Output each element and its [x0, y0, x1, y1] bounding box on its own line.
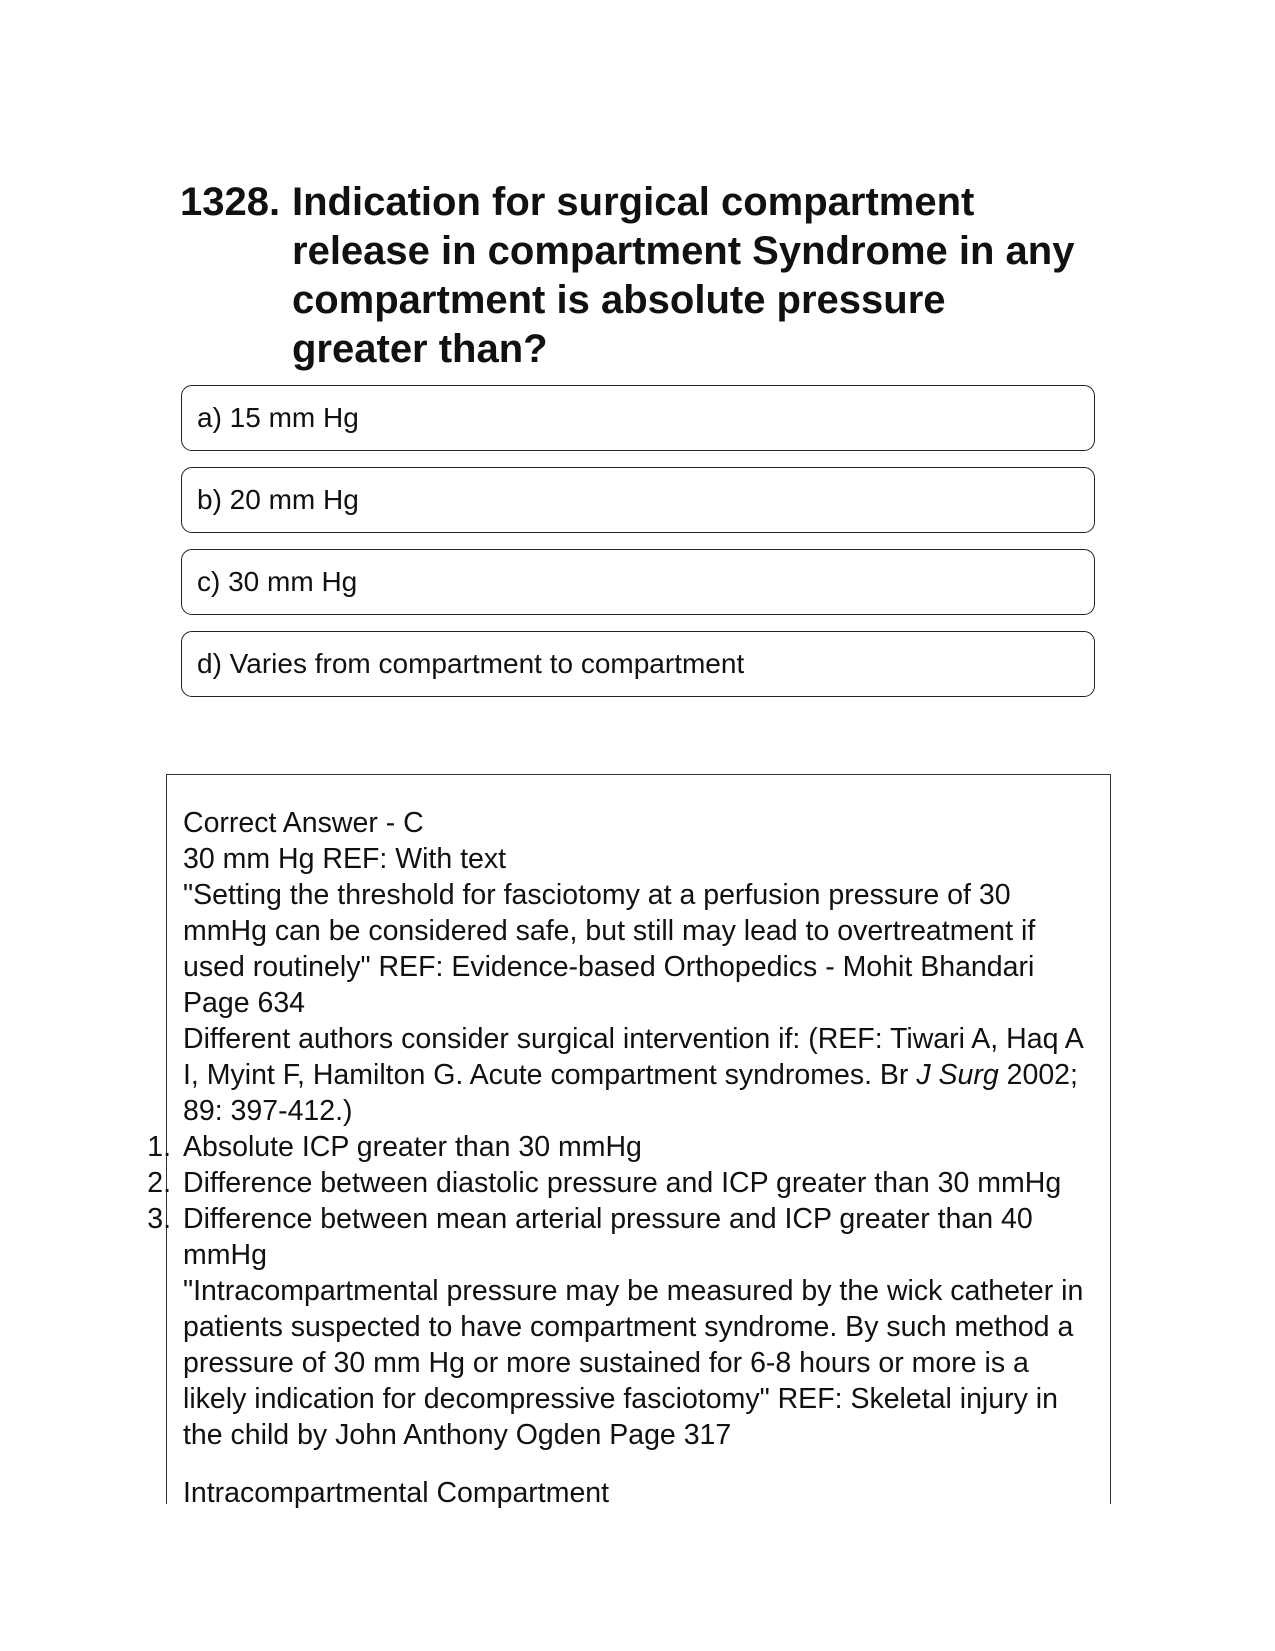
option-b[interactable]: b) 20 mm Hg — [181, 467, 1095, 533]
list-number: 3. — [147, 1203, 171, 1235]
list-item — [147, 1129, 1088, 1165]
list-item — [147, 1201, 1088, 1273]
answer-content — [147, 805, 1088, 1509]
list-item — [147, 1165, 1088, 1201]
answer-reference: 30 mm Hg REF: With text — [183, 843, 507, 875]
journal-name: J Surg — [916, 1059, 999, 1091]
question-text: Indication for surgical compartment release in compartment Syndrome in any compartment is absolute pressure greater than? — [292, 180, 1075, 371]
reference-quote-2: "Intracompartmental pressure may be measured by the wick catheter in patients suspected to have compartment syndrome. By such method a pressure of 30 mm Hg or more sustained for 6-8 hours or more is a likely indication for decompressive fasciotomy" REF: Skeletal injury in the child by John Anthony Ogden Page 317 — [183, 1275, 1084, 1451]
question-number: 1328. — [180, 180, 281, 224]
authors-reference — [183, 1021, 1088, 1129]
correct-answer: Correct Answer - C — [183, 807, 424, 839]
list-text: Absolute ICP greater than 30 mmHg — [183, 1131, 642, 1163]
authors-text: Different authors consider surgical intervention if: (REF: Tiwari A, Haq A I, Myint F, Hamilton G. Acute compartment syndromes. Br — [183, 1023, 1083, 1091]
list-number: 1. — [147, 1131, 171, 1163]
list-number: 2. — [147, 1167, 171, 1199]
option-c[interactable]: c) 30 mm Hg — [181, 549, 1095, 615]
question — [180, 178, 1080, 374]
cutoff-text: Intracompartmental Compartment — [183, 1477, 610, 1509]
criteria-list — [147, 1129, 1088, 1273]
reference-quote-1: "Setting the threshold for fasciotomy at a perfusion pressure of 30 mmHg can be considered safe, but still may lead to overtreatment if used routinely" REF: Evidence-based Orthopedics - Mohit Bhandari Page 634 — [183, 879, 1036, 1019]
option-d[interactable]: d) Varies from compartment to compartment — [181, 631, 1095, 697]
answer-explanation-box — [147, 774, 1111, 1509]
list-text: Difference between diastolic pressure and ICP greater than 30 mmHg — [183, 1167, 1062, 1199]
option-a[interactable]: a) 15 mm Hg — [181, 385, 1095, 451]
list-text: Difference between mean arterial pressure and ICP greater than 40 mmHg — [183, 1203, 1033, 1271]
authors-citation: 2002; 89: 397-412.) — [183, 1059, 1078, 1127]
cutoff-line — [183, 1453, 1088, 1509]
